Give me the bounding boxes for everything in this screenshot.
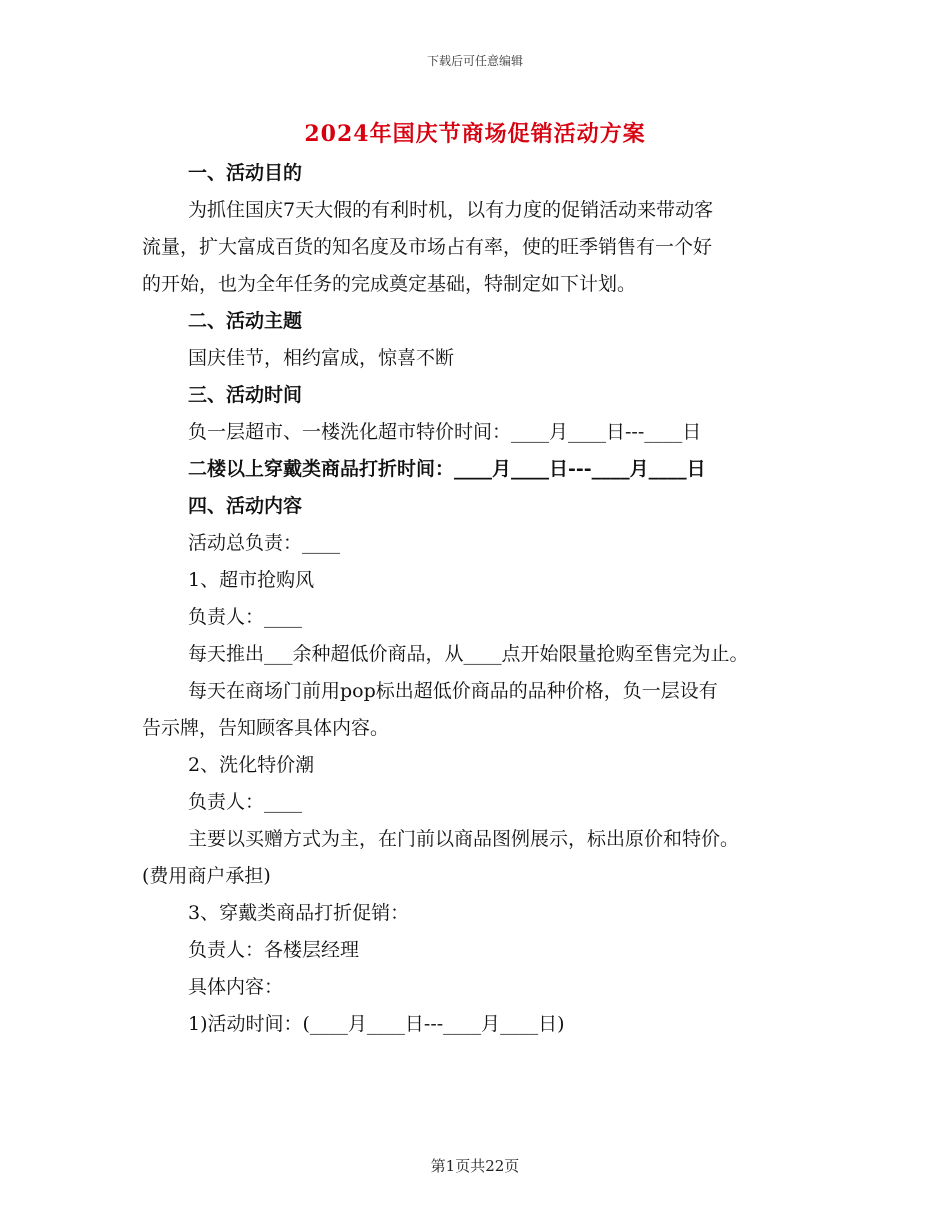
paragraph-line: 流量，扩大富成百货的知名度及市场占有率，使的旺季销售有一个好 [142, 236, 713, 258]
paragraph-line: 具体内容： [188, 976, 284, 998]
paragraph-line: 国庆佳节，相约富成，惊喜不断 [188, 347, 455, 369]
paragraph-line: 1)活动时间：(____月____日---____月____日) [188, 1013, 565, 1035]
paragraph-line: 负责人：各楼层经理 [188, 939, 360, 961]
paragraph-line: 负责人：____ [188, 606, 303, 628]
document-title: 2024年国庆节商场促销活动方案 [304, 121, 646, 147]
paragraph-line: 负责人：____ [188, 791, 303, 813]
page-footer: 第1页共22页 [430, 1157, 520, 1175]
paragraph-line: 告示牌，告知顾客具体内容。 [142, 717, 390, 739]
paragraph-line: 每天推出___余种超低价商品，从____点开始限量抢购至售完为止。 [188, 643, 749, 665]
paragraph-line: 为抓住国庆7天大假的有利时机，以有力度的促销活动来带动客 [188, 199, 714, 221]
paragraph-line: 一、活动目的 [188, 162, 303, 184]
paragraph-line: 2、洗化特价潮 [188, 754, 315, 776]
paragraph-line: 的开始，也为全年任务的完成奠定基础，特制定如下计划。 [142, 273, 637, 295]
paragraph-line: 三、活动时间 [188, 384, 303, 406]
document-body [142, 155, 832, 1043]
paragraph-line: (费用商户承担) [142, 865, 271, 887]
paragraph-line: 活动总负责：____ [188, 532, 341, 554]
paragraph-line: 每天在商场门前用pop标出超低价商品的品种价格，负一层设有 [188, 680, 718, 702]
paragraph-line: 3、穿戴类商品打折促销： [188, 902, 410, 924]
paragraph-line: 二楼以上穿戴类商品打折时间：____月____日---____月____日 [188, 458, 706, 480]
paragraph-line: 1、超市抢购风 [188, 569, 315, 591]
paragraph-line: 二、活动主题 [188, 310, 303, 332]
paragraph-line: 主要以买赠方式为主，在门前以商品图例展示，标出原价和特价。 [188, 828, 740, 850]
paragraph-line: 四、活动内容 [188, 495, 303, 517]
header-note: 下载后可任意编辑 [426, 54, 523, 68]
paragraph-line: 负一层超市、一楼洗化超市特价时间：____月____日---____日 [188, 421, 702, 443]
